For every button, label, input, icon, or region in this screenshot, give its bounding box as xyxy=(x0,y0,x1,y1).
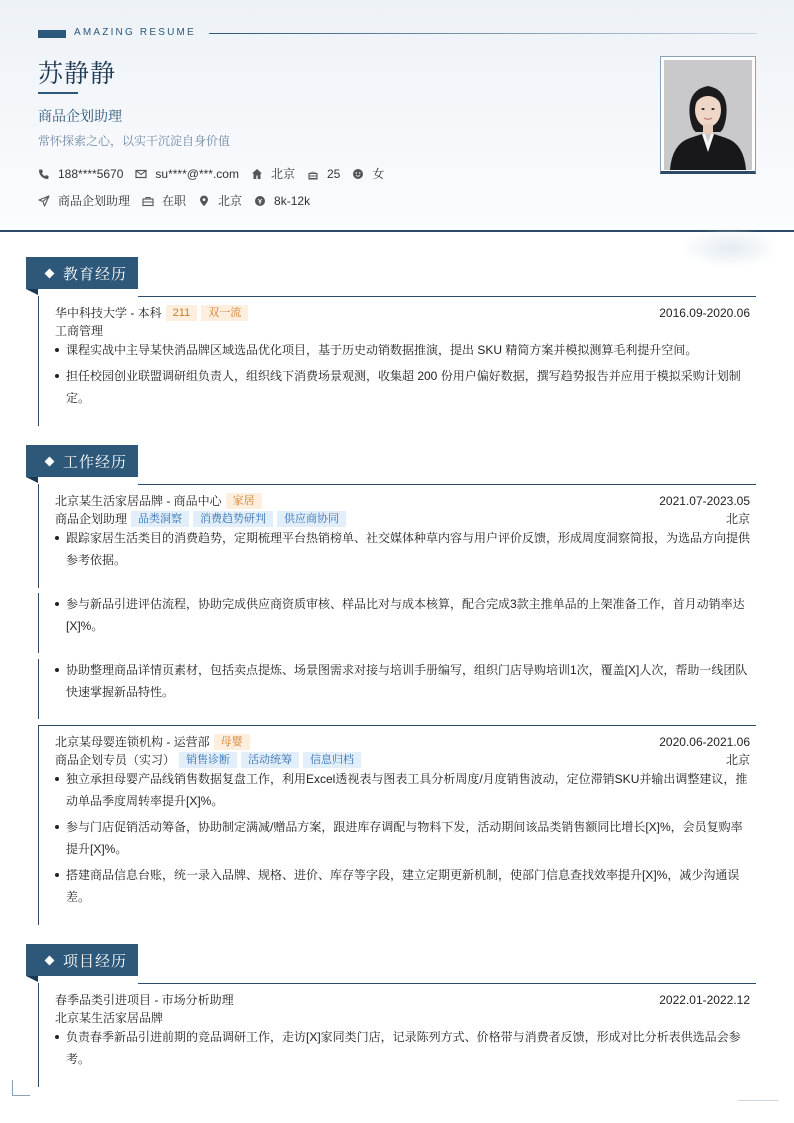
phone-icon xyxy=(38,168,50,180)
resume-header xyxy=(0,0,794,232)
salary: 8k-12k xyxy=(274,193,311,208)
diamond-icon xyxy=(45,456,55,466)
job-divider xyxy=(38,725,756,726)
project-header-row xyxy=(55,991,750,1008)
header-tag: AMAZING RESUME xyxy=(74,27,196,38)
job-city: 北京 xyxy=(725,753,750,767)
job-status: 在职 xyxy=(162,194,187,208)
diamond-icon xyxy=(45,268,55,278)
school-tag: 211 xyxy=(166,305,198,321)
major-row xyxy=(55,322,750,339)
gender-icon xyxy=(352,168,364,180)
school-name: 华中科技大学 - 本科 xyxy=(55,306,162,320)
mail-icon xyxy=(135,168,147,180)
project-org-row xyxy=(55,1009,750,1026)
job-title: 商品企划助理 xyxy=(38,108,122,124)
briefcase-icon xyxy=(142,195,154,207)
tag-bar xyxy=(38,30,66,38)
job-header-row xyxy=(55,492,750,509)
header-glow xyxy=(680,228,780,268)
section-rule xyxy=(138,296,756,297)
skill-tag: 品类洞察 xyxy=(131,511,189,527)
job-bullet: 协助整理商品详情页素材，包括卖点提炼、场景图需求对接与培训手册编写，组织门店导购培训1次，覆盖[X]人次，帮助一线团队快速掌握新品特性。 xyxy=(55,659,750,703)
hometown: 北京 xyxy=(270,167,295,181)
section-title-text: 项目经历 xyxy=(63,952,128,970)
major: 工商管理 xyxy=(55,324,104,338)
section-title-text: 教育经历 xyxy=(63,265,128,283)
job-bullet: 参与门店促销活动筹备，协助制定满减/赠品方案，跟进库存调配与物料下发，活动期间该品类销售额同比增长[X]%，会员复购率提升[X]%。 xyxy=(55,816,750,860)
send-icon xyxy=(38,195,50,207)
project-org: 北京某生活家居品牌 xyxy=(55,1011,164,1025)
school-tag: 双一流 xyxy=(201,305,248,321)
age: 25 xyxy=(326,166,341,181)
education-header-row xyxy=(55,304,750,321)
cake-icon xyxy=(307,168,319,180)
section-rule xyxy=(138,983,756,984)
project-name: 春季品类引进项目 - 市场分析助理 xyxy=(55,993,234,1007)
job-bullet: 参与新品引进评估流程，协助完成供应商资质审核、样品比对与成本核算，配合完成3款主推单品的上架准备工作，首月动销率达[X]%。 xyxy=(55,593,750,637)
section-vline xyxy=(38,296,39,426)
education-date: 2016.09-2020.06 xyxy=(659,305,750,320)
project-date: 2022.01-2022.12 xyxy=(659,992,750,1007)
industry-tag: 母婴 xyxy=(214,734,250,750)
role-row xyxy=(55,751,750,768)
role: 商品企划助理 xyxy=(55,512,128,526)
job-bullet: 搭建商品信息台账，统一录入品牌、规格、进价、库存等字段，建立定期更新机制，使部门信息查找效率提升[X]%，减少沟通误差。 xyxy=(55,864,750,908)
home-icon xyxy=(251,168,263,180)
contact-row xyxy=(38,165,396,182)
target-city: 北京 xyxy=(218,194,243,208)
section-title-text: 工作经历 xyxy=(63,453,128,471)
job-header-row xyxy=(55,733,750,750)
diamond-icon xyxy=(45,955,55,965)
email: su****@***.com xyxy=(155,166,239,181)
salary-icon xyxy=(254,195,266,207)
skill-tag: 销售诊断 xyxy=(179,752,237,768)
section-vline xyxy=(38,725,39,925)
tag-line xyxy=(209,33,757,34)
education-bullet: 担任校园创业联盟调研组负责人，组织线下消费场景观测，收集超 200 份用户偏好数据，撰写趋势报告并应用于模拟采购计划制定。 xyxy=(55,365,750,409)
section-vline xyxy=(38,593,39,653)
section-rule xyxy=(138,484,756,485)
section-work-title xyxy=(26,445,138,477)
corner-mark xyxy=(12,1080,30,1096)
section-projects-title xyxy=(26,944,138,976)
job-bullet: 独立承担母婴产品线销售数据复盘工作，利用Excel透视表与图表工具分析周度/月度销售波动，定位滞销SKU并输出调整建议，推动单品季度周转率提升[X]%。 xyxy=(55,768,750,812)
industry-tag: 家居 xyxy=(226,493,262,509)
profile-photo xyxy=(660,56,756,174)
role-row xyxy=(55,510,750,527)
company: 北京某生活家居品牌 - 商品中心 xyxy=(55,494,222,508)
motto: 常怀探索之心，以实干沉淀自身价值 xyxy=(38,134,231,148)
section-vline xyxy=(38,659,39,719)
target-job: 商品企划助理 xyxy=(58,194,131,208)
corner-line xyxy=(738,1100,778,1101)
location-icon xyxy=(198,195,210,207)
skill-tag: 供应商协同 xyxy=(277,511,346,527)
skill-tag: 信息归档 xyxy=(303,752,361,768)
section-vline xyxy=(38,484,39,588)
name-underline xyxy=(38,92,78,94)
portrait-image xyxy=(664,60,752,170)
job-date: 2020.06-2021.06 xyxy=(659,734,750,749)
skill-tag: 消费趋势研判 xyxy=(193,511,273,527)
skill-tag: 活动统筹 xyxy=(241,752,299,768)
gender: 女 xyxy=(372,167,385,181)
section-education-title xyxy=(26,257,138,289)
project-bullet: 负责春季新品引进前期的竞品调研工作，走访[X]家同类门店，记录陈列方式、价格带与消费者反馈，形成对比分析表供选品会参考。 xyxy=(55,1026,750,1070)
education-bullet: 课程实战中主导某快消品牌区域选品优化项目，基于历史动销数据推演，提出 SKU 精简方案并模拟测算毛利提升空间。 xyxy=(55,339,750,361)
job-date: 2021.07-2023.05 xyxy=(659,493,750,508)
section-vline xyxy=(38,983,39,1087)
phone: 188****5670 xyxy=(58,166,124,181)
job-bullet: 跟踪家居生活类目的消费趋势，定期梳理平台热销榜单、社交媒体种草内容与用户评价反馈，形成周度洞察简报，为选品方向提供参考依据。 xyxy=(55,527,750,571)
intent-row xyxy=(38,192,322,209)
role: 商品企划专员（实习） xyxy=(55,753,176,767)
company: 北京某母婴连锁机构 - 运营部 xyxy=(55,735,210,749)
candidate-name: 苏静静 xyxy=(38,60,117,88)
job-city: 北京 xyxy=(725,512,750,526)
